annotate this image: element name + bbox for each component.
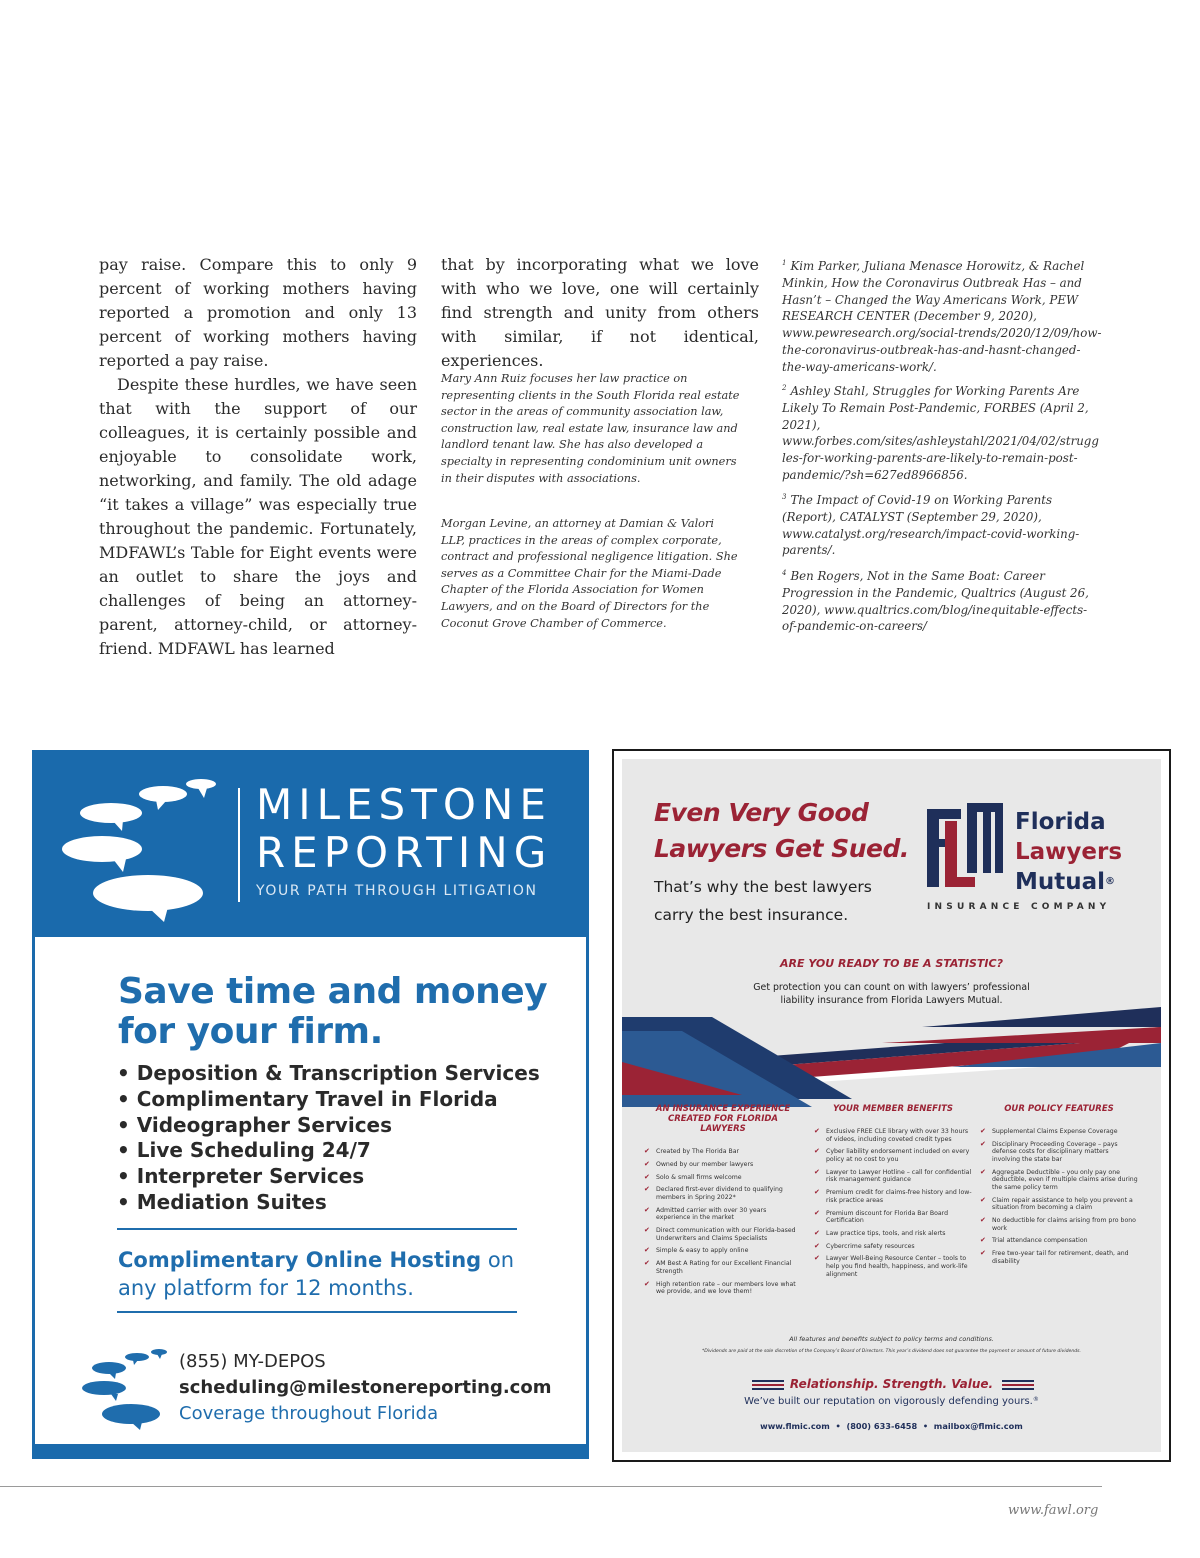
divider xyxy=(117,1311,517,1313)
list-item: ✔ Supplemental Claims Expense Coverage xyxy=(980,1128,1138,1136)
author-bio-levine: Morgan Levine, an attorney at Damian & Valori LLP, practices in the areas of complex corporate, contract and professional negligence litigation. She serves as a Committee Chair for the Miami-Dade Chapter of the Florida Association for Women Lawyers, and on the Board of Directors for the Coconut Grove Chamber of Commerce. xyxy=(441,517,738,630)
list-item: ✔ AM Best A Rating for our Excellent Financial Strength xyxy=(644,1260,802,1275)
list-item: ✔ Cyber liability endorsement included on every policy at no cost to you xyxy=(814,1148,972,1163)
list-item: ✔ Cybercrime safety resources xyxy=(814,1243,972,1251)
flm-stripe-graphic xyxy=(622,1007,1161,1107)
milestone-title-line1: MILESTONE xyxy=(256,780,552,829)
list-item: ✔ Premium credit for claims-free history and low-risk practice areas xyxy=(814,1189,972,1204)
list-item: • Mediation Suites xyxy=(117,1189,327,1214)
milestone-hosting-offer: Complimentary Online Hosting on any platform for 12 months. xyxy=(118,1248,515,1300)
list-item: ✔ Premium discount for Florida Bar Board Certification xyxy=(814,1210,972,1225)
milestone-ad-header xyxy=(32,750,589,937)
flm-logo-subtitle: INSURANCE COMPANY xyxy=(927,902,1111,912)
flm-logo-wordmark: Florida Lawyers Mutual® xyxy=(1015,809,1123,895)
flm-subhead: That’s why the best lawyers carry the best insurance. xyxy=(654,878,872,924)
flm-headline: Even Very Good Lawyers Get Sued. xyxy=(654,798,909,863)
flm-reputation: We’ve built our reputation on vigorously defending yours.® xyxy=(744,1396,1039,1407)
flm-contact[interactable]: www.flmic.com • (800) 633-6458 • mailbox@flmic.com xyxy=(760,1421,1023,1431)
flm-logo-icon xyxy=(925,801,1005,889)
list-item: • Interpreter Services xyxy=(117,1164,365,1189)
list-item: ✔ Owned by our member lawyers xyxy=(644,1161,802,1169)
list-item: ✔ Law practice tips, tools, and risk alerts xyxy=(814,1230,972,1238)
flm-dividend-note: *Dividends are paid at the sole discretion of the Company’s Board of Directors. This year’s dividend does not guarantee the payment or amount of future dividends. xyxy=(701,1349,1082,1354)
coverage-text: Coverage throughout Florida xyxy=(179,1403,439,1424)
speech-bubbles-icon xyxy=(52,774,232,924)
list-item: ✔ No deductible for claims arising from pro bono work xyxy=(980,1217,1138,1232)
speech-bubbles-icon xyxy=(79,1346,174,1431)
milestone-contact xyxy=(179,1349,551,1427)
list-item: ✔ Claim repair assistance to help you prevent a situation from becoming a claim xyxy=(980,1197,1138,1212)
list-item: • Videographer Services xyxy=(117,1112,393,1137)
flm-question: ARE YOU READY TO BE A STATISTIC? xyxy=(780,957,1003,970)
phone-number[interactable]: (855) MY-DEPOS xyxy=(179,1351,326,1372)
column-heading: YOUR MEMBER BENEFITS xyxy=(832,1104,954,1114)
florida-lawyers-mutual-ad[interactable] xyxy=(612,749,1171,1462)
footnote-4: $^4$ Ben Rogers, Not in the Same Boat: Career Progression in the Pandemic, Qualtrics (August 26, 2020), www.qualtrics.com/blog/inequitable-effects-of-pandemic-on-careers/ xyxy=(782,568,1089,634)
flm-slogan: Relationship. Strength. Value. xyxy=(789,1377,994,1391)
list-item: ✔ Created by The Florida Bar xyxy=(644,1148,802,1156)
footnote-1: $^1$ Kim Parker, Juliana Menasce Horowitz, & Rachel Minkin, How the Coronavirus Outbreak Has – and Hasn’t – Changed the Way Americans Work, PEW RESEARCH CENTER (December 9, 2020), www.pewresearch.org/social-trends/2020/12/09/how-the-coronavirus-outbreak-has-and-hasnt-changed-the-way-americans-work/. xyxy=(782,258,1102,374)
flm-column-benefits xyxy=(814,1104,972,1283)
list-item: ✔ High retention rate – our members love what we provide, and we love them! xyxy=(644,1281,802,1296)
list-item: ✔ Disciplinary Proceeding Coverage – pays defense costs for disciplinary matters involving the state bar xyxy=(980,1141,1138,1164)
list-item: • Deposition & Transcription Services xyxy=(117,1061,540,1085)
flm-column-policy xyxy=(980,1104,1138,1271)
flm-column-experience xyxy=(644,1104,802,1301)
footer-rule xyxy=(0,1486,1102,1487)
flm-disclaimer: All features and benefits subject to policy terms and conditions. xyxy=(789,1335,994,1343)
author-bio-ruiz: Mary Ann Ruiz focuses her law practice on representing clients in the South Florida real estate sector in the areas of community association law, construction law, real estate law, insurance law and landlord tenant law. She has also developed a specialty in representing condominium unit owners in their disputes with associations. xyxy=(441,372,740,485)
list-item: ✔ Admitted carrier with over 30 years experience in the market xyxy=(644,1207,802,1222)
article-paragraph: Despite these hurdles, we have seen that with the support of our colleagues, it is certainly possible and enjoyable to consolidate work, networking, and family. The old adage “it takes a village” was especially true throughout the pandemic. Fortunately, MDFAWL’s Table for Eight events were an outlet to share the joys and challenges of being an attorney-parent, attorney-child, or attorney-friend. MDFAWL has learned xyxy=(99,375,417,658)
flm-intro: Get protection you can count on with lawyers’ professional liability insurance from Florida Lawyers Mutual. xyxy=(753,982,1030,1006)
list-item: ✔ Solo & small firms welcome xyxy=(644,1174,802,1182)
list-item: • Complimentary Travel in Florida xyxy=(117,1086,498,1111)
email-link[interactable]: scheduling@milestonereporting.com xyxy=(179,1377,552,1398)
column-heading: OUR POLICY FEATURES xyxy=(1004,1104,1114,1114)
list-item: ✔ Trial attendance compensation xyxy=(980,1237,1138,1245)
article-paragraph: that by incorporating what we love with who we love, one will certainly find strength and unity from others with similar, if not identical, experiences. xyxy=(441,255,759,370)
milestone-headline: Save time and money for your firm. xyxy=(118,971,548,1052)
list-item: ✔ Direct communication with our Florida-based Underwriters and Claims Specialists xyxy=(644,1227,802,1242)
list-item: ✔ Exclusive FREE CLE library with over 33 hours of videos, including coveted credit types xyxy=(814,1128,972,1143)
milestone-ad-body xyxy=(35,937,586,1444)
milestone-tagline: YOUR PATH THROUGH LITIGATION xyxy=(256,883,538,899)
article-column-2 xyxy=(441,253,759,373)
footer-url[interactable]: www.fawl.org xyxy=(1008,1503,1099,1518)
list-item: ✔ Free two-year tail for retirement, death, and disability xyxy=(980,1250,1138,1265)
flm-ad-panel xyxy=(622,759,1161,1452)
list-item: ✔ Lawyer Well-Being Resource Center – tools to help you find health, happiness, and work-life alignment xyxy=(814,1255,972,1278)
article-paragraph: pay raise. Compare this to only 9 percent of working mothers having reported a promotion and only 13 percent of working mothers having reported a pay raise. xyxy=(99,255,417,370)
list-item: • Live Scheduling 24/7 xyxy=(117,1138,371,1163)
title-divider xyxy=(238,788,240,902)
column-heading: AN INSURANCE EXPERIENCE CREATED FOR FLORIDA LAWYERS xyxy=(655,1104,791,1134)
list-item: ✔ Simple & easy to apply online xyxy=(644,1247,802,1255)
footnote-3: $^3$ The Impact of Covid-19 on Working Parents (Report), CATALYST (September 29, 2020), www.catalyst.org/research/impact-covid-working-parents/. xyxy=(782,492,1080,558)
divider xyxy=(117,1228,517,1230)
list-item: ✔ Aggregate Deductible – you only pay one deductible, even if multiple claims arise during the same policy term xyxy=(980,1169,1138,1192)
milestone-reporting-ad[interactable] xyxy=(32,750,589,1459)
milestone-title-line2: REPORTING xyxy=(256,828,553,877)
footnote-2: $^2$ Ashley Stahl, Struggles for Working Parents Are Likely To Remain Post-Pandemic, FORBES (April 2, 2021), www.forbes.com/sites/ashleystahl/2021/04/02/struggles-for-working-parents-are-likely-to-remain-post-pandemic/?sh=627ed8966856. xyxy=(782,383,1099,482)
article-column-1 xyxy=(99,253,417,661)
milestone-services-list xyxy=(117,1061,540,1216)
list-item: ✔ Lawyer to Lawyer Hotline – call for confidential risk management guidance xyxy=(814,1169,972,1184)
list-item: ✔ Declared first-ever dividend to qualifying members in Spring 2022* xyxy=(644,1186,802,1201)
stripes-right-icon xyxy=(1002,1380,1034,1390)
